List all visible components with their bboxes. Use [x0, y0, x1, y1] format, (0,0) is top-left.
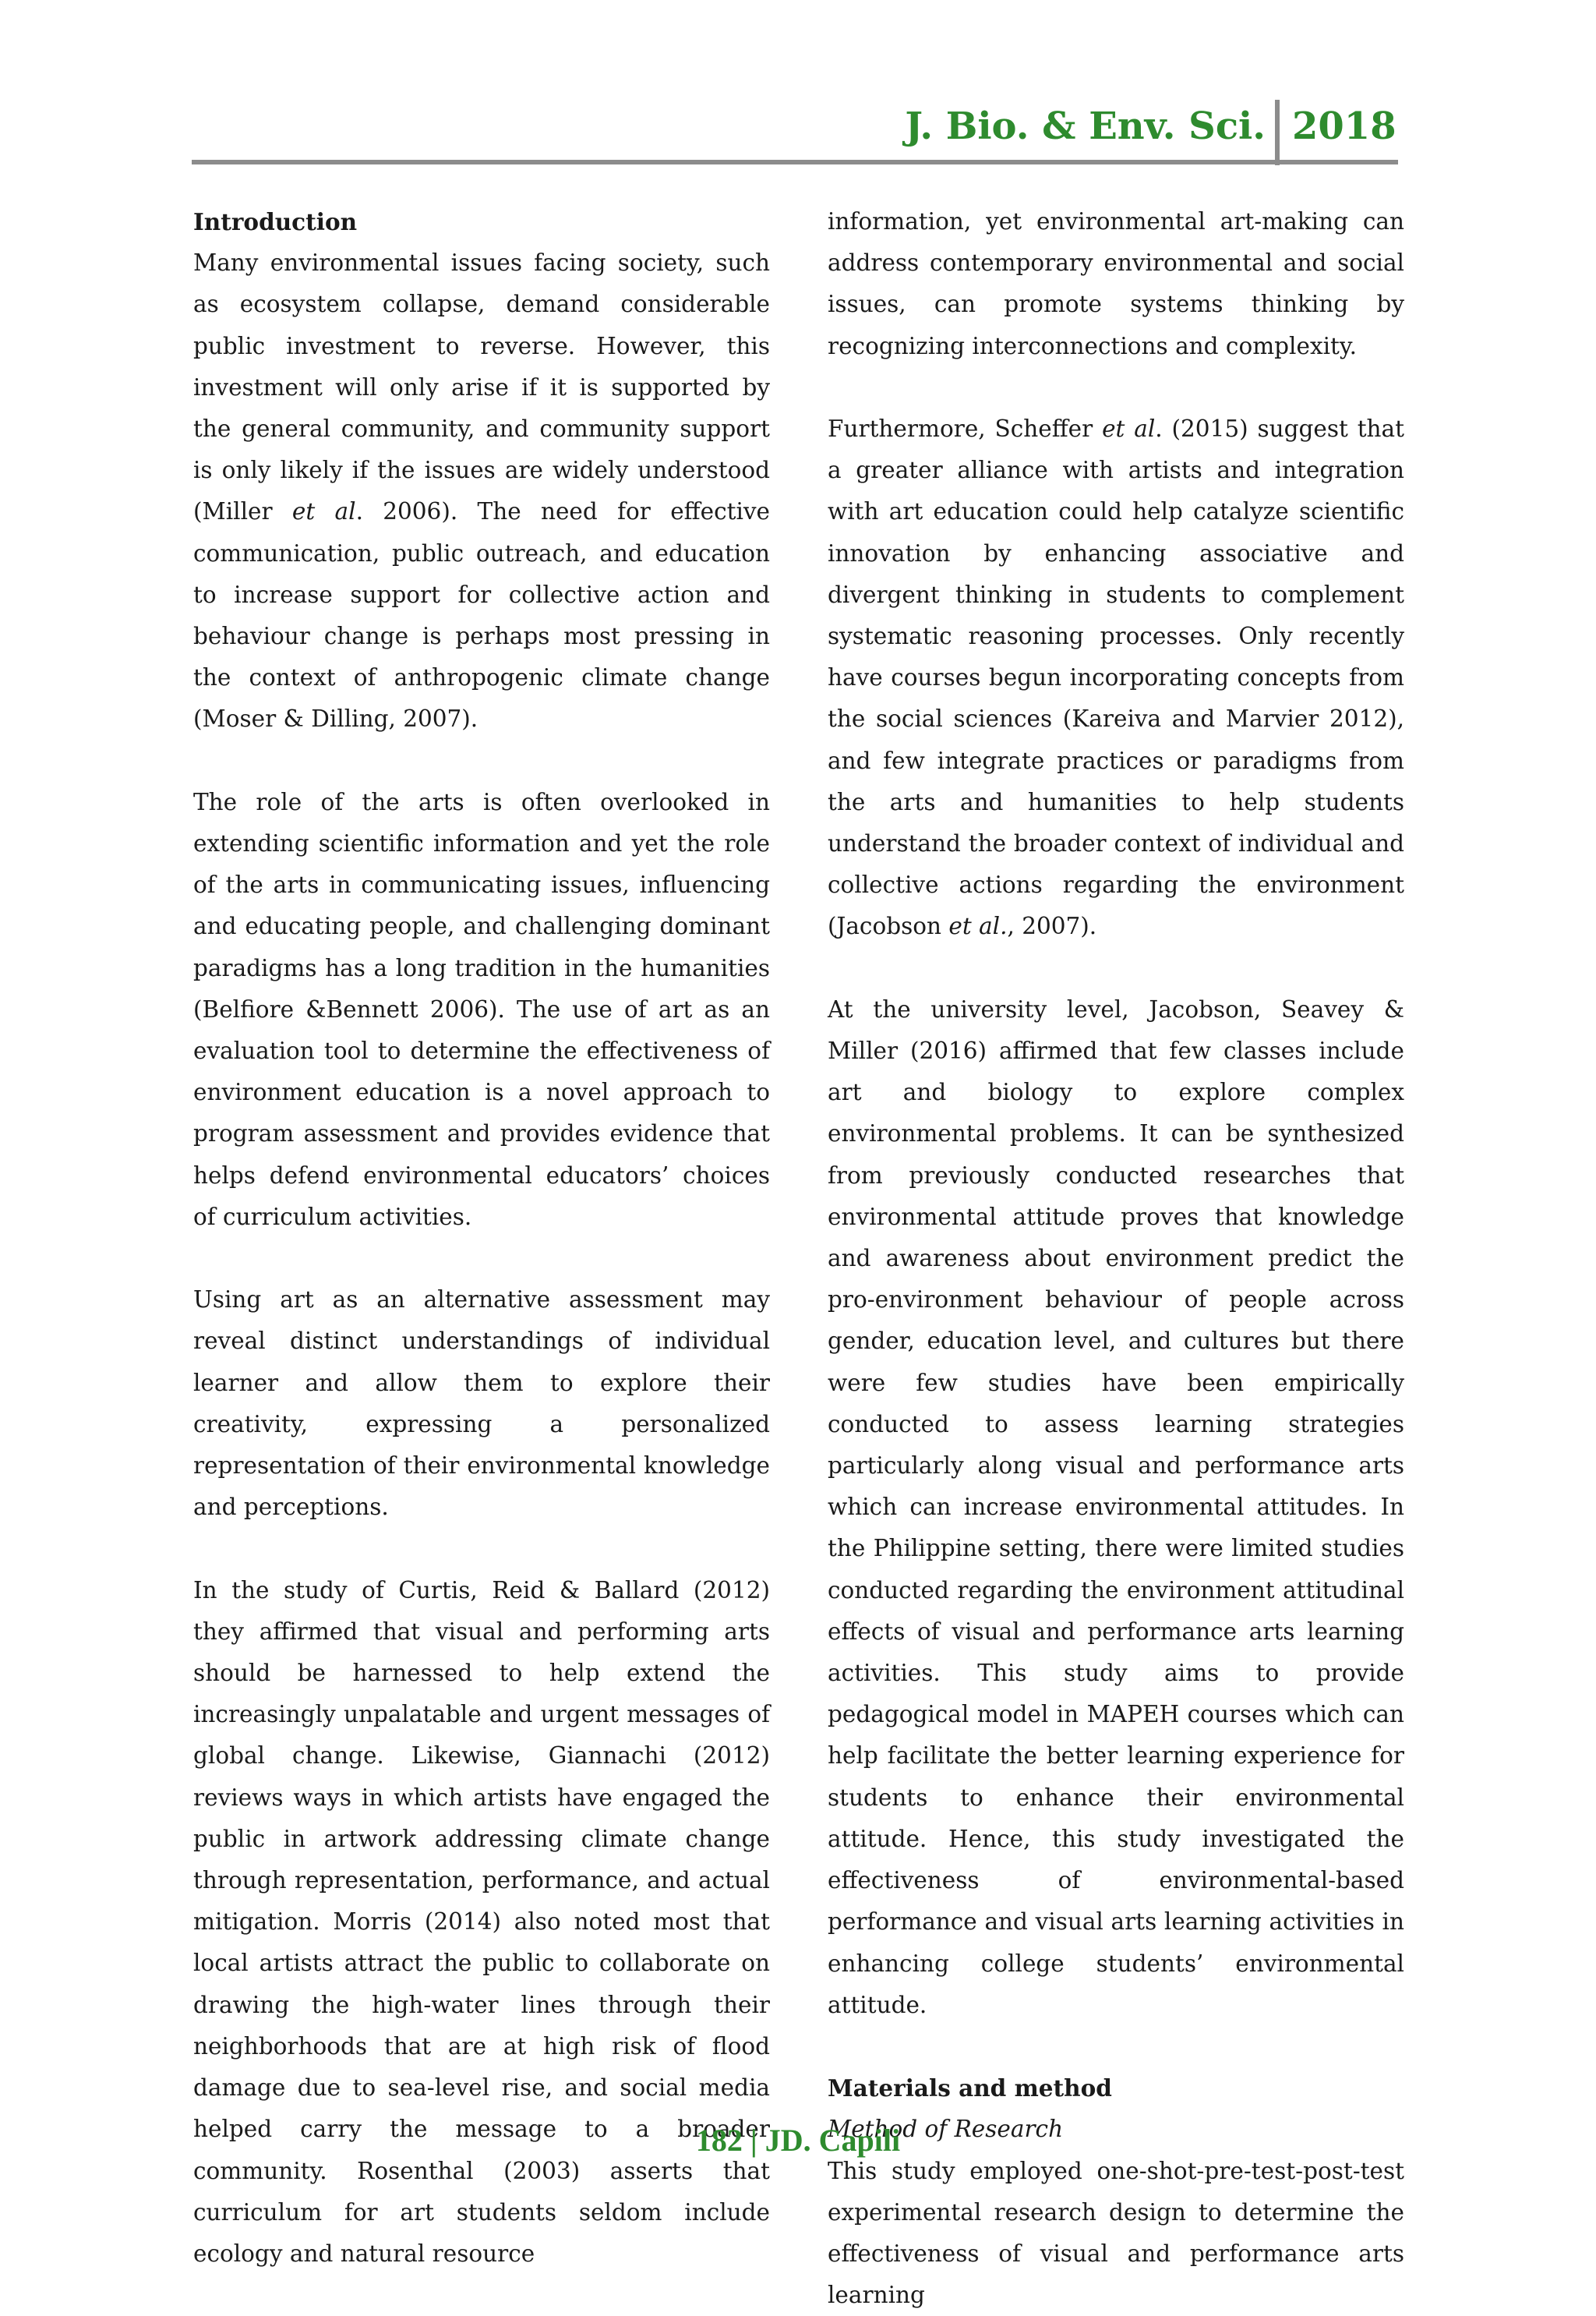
journal-year: 2018 [1292, 104, 1396, 148]
paragraph-italic: et al [1102, 415, 1156, 442]
paragraph: In the study of Curtis, Reid & Ballard (2012) they affirmed that visual and performing arts should be harnessed to help extend the increasingly unpalatable and urgent messages of global change. Likewise, Giannachi (2012) reviews ways in which artists have engaged the public in artwork addressing climate change through representation, performance, and actual mitigation. Morris (2014) also noted most that local artists attract the public to collaborate on drawing the high-water lines through their neighborhoods that are at high risk of flood damage due to sea-level rise, and social media helped carry the message to a broader community. Rosenthal (2003) asserts that curriculum for art students seldom include ecology and natural resource [193, 1576, 770, 2267]
header-rule [192, 160, 1398, 164]
paragraph-text: Many environmental issues facing society, such as ecosystem collapse, demand considerable public investment to reverse. However, this investment will only arise if it is supported by the general community, and community support is only likely if the issues are widely understood (Miller [193, 249, 770, 525]
header-separator [1275, 100, 1280, 165]
paragraph-italic: et al. [948, 913, 1008, 940]
paragraph-text: . (2015) suggest that a greater alliance with artists and integration with art education could help catalyze scientific innovation by enhancing associative and divergent thinking in students to complement systematic reasoning processes. Only recently have courses begun incorporating concepts from the social sciences (Kareiva and Marvier 2012), and few integrate practices or paradigms from the arts and humanities to help students understand the broader context of individual and collective actions regarding the environment (Jacobson [828, 415, 1404, 940]
section-heading: Introduction [193, 208, 358, 235]
section-heading: Materials and method [828, 2074, 1112, 2102]
left-column [193, 201, 770, 2275]
paragraph: The role of the arts is often overlooked in extending scientific information and yet the role of the arts in communicating issues, influencing and educating people, and challenging dominant paradigms has a long tradition in the humanities (Belfiore &Bennett 2006). The use of art as an evaluation tool to determine the effectiveness of environment education is a novel approach to program assessment and provides evidence that helps defend environmental educators’ choices of curriculum activities. [193, 788, 770, 1230]
paragraph-text: This study employed one-shot-pre-test-post-test experimental research design to determine the effectiveness of visual and performance arts learning [828, 2157, 1404, 2309]
subsection-heading: Method of Research [828, 2116, 1064, 2143]
right-column [828, 201, 1404, 2316]
page-footer: 182 | JD. Capili [695, 2123, 901, 2158]
paragraph-text: , 2007). [1007, 913, 1097, 940]
paragraph-text: . 2006). The need for effective communication, public outreach, and education to increase support for collective action and behaviour change is perhaps most pressing in the context of anthropogenic climate change (Moser & Dilling, 2007). [193, 498, 770, 733]
introduction-section [193, 201, 770, 741]
running-header [192, 100, 1398, 165]
journal-abbreviation: J. Bio. & Env. Sci. [905, 104, 1266, 148]
paragraph [828, 408, 1404, 948]
paragraph-text: Furthermore, Scheffer [828, 415, 1103, 442]
paragraph-italic: et al [291, 498, 356, 525]
methods-section [828, 2067, 1404, 2316]
paragraph: information, yet environmental art-making can address contemporary environmental and social issues, can promote systems thinking by recognizing interconnections and complexity. [828, 208, 1404, 359]
paragraph: Using art as an alternative assessment may reveal distinct understandings of individual learner and allow them to explore their creativity, expressing a personalized representation of their environmental knowledge and perceptions. [193, 1286, 770, 1521]
paragraph: At the university level, Jacobson, Seavey & Miller (2016) affirmed that few classes include art and biology to explore complex environmental problems. It can be synthesized from previously conducted researches that environmental attitude proves that knowledge and awareness about environment predict the pro-environment behaviour of people across gender, education level, and cultures but there were few studies have been empirically conducted to assess learning strategies particularly along visual and performance arts which can increase environmental attitudes. In the Philippine setting, there were limited studies conducted regarding the environment attitudinal effects of visual and performance arts learning activities. This study aims to provide pedagogical model in MAPEH courses which can help facilitate the better learning experience for students to enhance their environmental attitude. Hence, this study investigated the effectiveness of environmental-based performance and visual arts learning activities in enhancing college students’ environmental attitude. [828, 995, 1404, 2018]
